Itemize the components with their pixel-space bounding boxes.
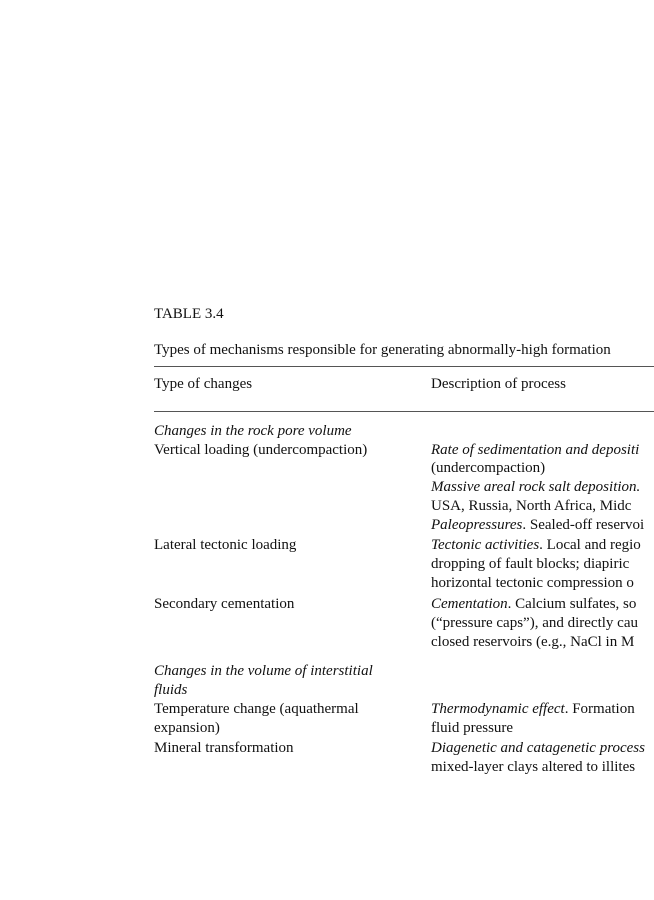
header-rule — [154, 411, 654, 412]
row-type-label: Vertical loading (undercompaction) — [154, 442, 368, 458]
row-description-line: Tectonic activities. Local and regio — [431, 537, 641, 553]
section-heading: Changes in the volume of interstitial — [154, 663, 373, 679]
row-type-label: expansion) — [154, 720, 220, 736]
row-type-label: Temperature change (aquathermal — [154, 701, 359, 717]
row-description-line: (undercompaction) — [431, 460, 546, 476]
row-description-line: horizontal tectonic compression o — [431, 575, 634, 591]
row-type-label: Secondary cementation — [154, 596, 295, 612]
row-type-label: Lateral tectonic loading — [154, 537, 297, 553]
top-rule — [154, 366, 654, 367]
section-heading: Changes in the rock pore volume — [154, 423, 352, 439]
table-caption: Types of mechanisms responsible for generating abnormally-high formation — [154, 342, 611, 358]
row-description-line: closed reservoirs (e.g., NaCl in M — [431, 634, 635, 650]
column-header-description: Description of process — [431, 376, 566, 392]
row-description-line: Diagenetic and catagenetic process — [431, 740, 645, 756]
row-description-line: mixed-layer clays altered to illites — [431, 759, 636, 775]
row-description-line: dropping of fault blocks; diapiric — [431, 556, 630, 572]
row-type-label: Mineral transformation — [154, 740, 294, 756]
column-header-type: Type of changes — [154, 376, 253, 392]
row-description-line: Cementation. Calcium sulfates, so — [431, 596, 637, 612]
section-heading: fluids — [154, 682, 188, 698]
row-description-line: Paleopressures. Sealed-off reservoi — [431, 517, 645, 533]
row-description-line: Rate of sedimentation and depositi — [431, 442, 640, 458]
table-label: TABLE 3.4 — [154, 306, 224, 322]
row-description-line: USA, Russia, North Africa, Midc — [431, 498, 632, 514]
row-description-line: Massive areal rock salt deposition. — [431, 479, 641, 495]
row-description-line: fluid pressure — [431, 720, 514, 736]
row-description-line: Thermodynamic effect. Formation — [431, 701, 635, 717]
row-description-line: (“pressure caps”), and directly cau — [431, 615, 638, 631]
